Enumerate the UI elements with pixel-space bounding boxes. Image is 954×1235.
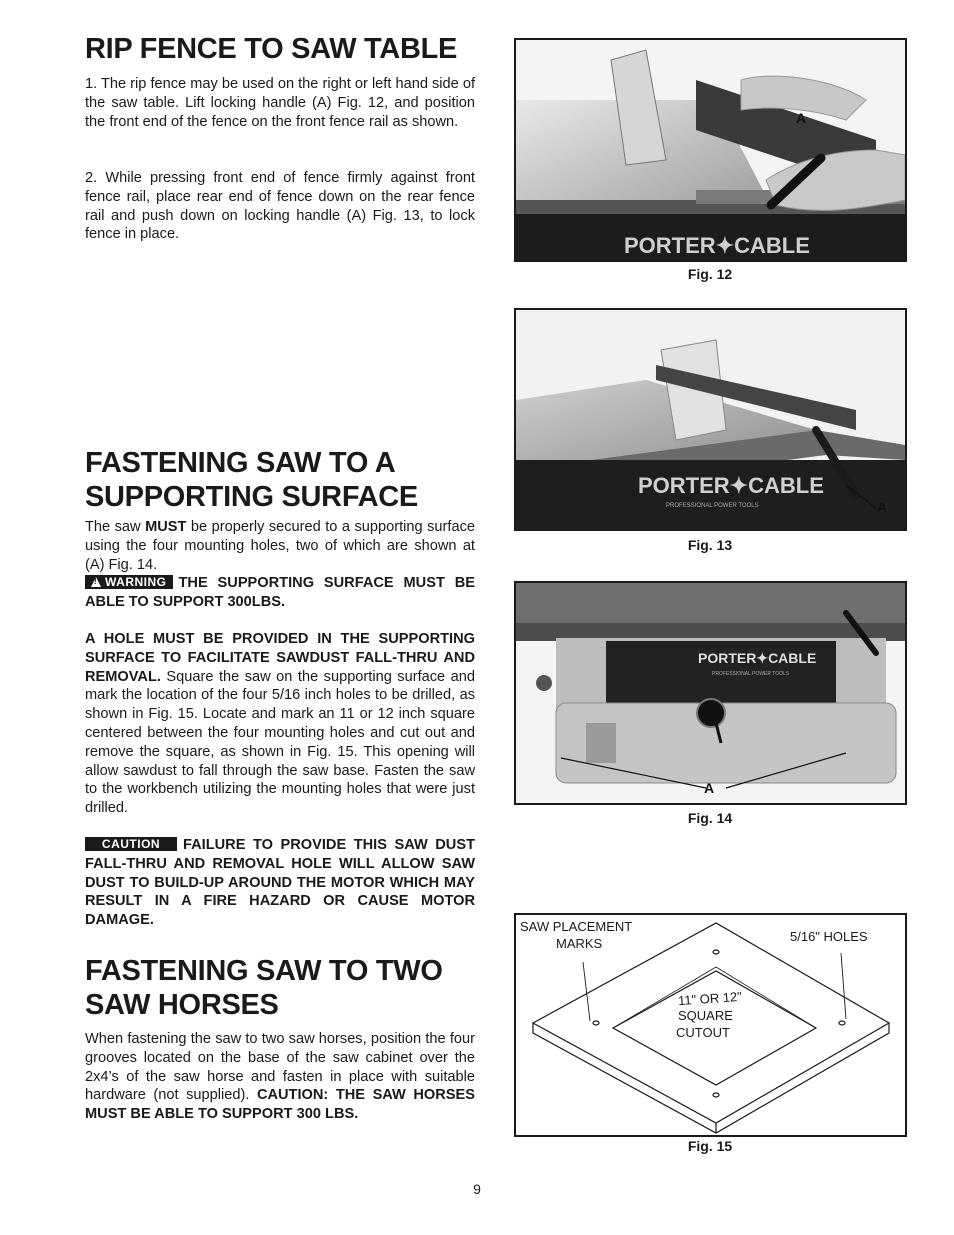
title-line-2: SUPPORTING SURFACE — [85, 481, 418, 513]
warning-badge — [85, 575, 173, 589]
title-line-2: SAW HORSES — [85, 989, 279, 1021]
fig12-callout-a: A — [796, 110, 807, 126]
fig12-brand: PORTER✦CABLE — [624, 233, 810, 258]
fastening-intro — [85, 518, 475, 574]
warning-text: THE SUPPORTING SURFACE MUST BE ABLE TO SUPPORT 300LBS. — [85, 575, 475, 610]
fig14-illustration — [516, 583, 905, 803]
intro-must: MUST — [145, 519, 187, 535]
title-line-1: FASTENING SAW TO A — [85, 447, 396, 479]
page-number: 9 — [473, 1181, 481, 1197]
fig13-callout-a: A — [877, 499, 888, 515]
figure-12-photo — [514, 38, 907, 262]
title-line-1: FASTENING SAW TO TWO — [85, 955, 443, 987]
warning-paragraph — [85, 574, 475, 612]
warning-triangle-icon — [91, 577, 101, 587]
figure-15-caption: Fig. 15 — [687, 1138, 733, 1154]
figure-13-caption: Fig. 13 — [687, 537, 733, 553]
saw-horses-text: When fastening the saw to two saw horses, position the four grooves located on the base of the saw cabinet over the 2x4’s of the saw horse and fasten in place with suitable hardware (not supplied). — [85, 1031, 475, 1104]
caution-badge: CAUTION — [85, 837, 177, 851]
fig15-label-cutout-2: SQUARE — [678, 1008, 733, 1023]
caution-paragraph — [85, 836, 475, 930]
fig15-label-holes: 5/16" HOLES — [790, 929, 868, 944]
section-title-rip-fence: RIP FENCE TO SAW TABLE — [85, 33, 458, 65]
hole-bold-text: A HOLE MUST BE PROVIDED IN THE SUPPORTING SURFACE TO FACILITATE SAWDUST FALL-THRU AND REMOVAL. — [85, 631, 475, 685]
figure-12-caption: Fig. 12 — [687, 266, 733, 282]
fig14-sub-brand: PROFESSIONAL POWER TOOLS — [712, 671, 790, 677]
fig13-brand: PORTER✦CABLE — [638, 473, 824, 498]
section-title-saw-horses — [85, 954, 443, 1022]
caution-text: FAILURE TO PROVIDE THIS SAW DUST FALL-THRU AND REMOVAL HOLE WILL ALLOW SAW DUST TO BUILD-UP AROUND THE MOTOR WHICH MAY RESULT IN A FIRE HAZARD OR CAUSE MOTOR DAMAGE. — [85, 837, 475, 929]
saw-horses-paragraph — [85, 1030, 475, 1124]
rip-fence-step-2: 2. While pressing front end of fence firmly against front fence rail, place rear end of fence down on the rear fence rail and push down on locking handle (A) Fig. 13, to lock fence in place. — [85, 170, 475, 243]
hole-text: Square the saw on the supporting surface and mark the location of the four 5/16 inch holes to be drilled, as shown in Fig. 15. Locate and mark an 11 or 12 inch square centered between the four mounting holes and cut out and remove the square, as shown in Fig. 15. This opening will allow sawdust to fall through the saw base. Fasten the saw to the workbench utilizing the mounting holes that were just drilled. — [85, 668, 475, 817]
fig13-sub-brand: PROFESSIONAL POWER TOOLS — [666, 503, 759, 509]
figure-15-diagram — [514, 913, 907, 1137]
fig15-label-marks-1: SAW PLACEMENT — [520, 919, 633, 934]
rip-fence-step-1: 1. The rip fence may be used on the right or left hand side of the saw table. Lift locking handle (A) Fig. 12, and position the front end of the fence on the front fence rail as shown. — [85, 76, 475, 130]
intro-text-a: The saw — [85, 519, 146, 535]
fig14-callout-a: A — [704, 780, 715, 796]
fig14-brand: PORTER✦CABLE — [698, 650, 817, 666]
section-title-fastening-surface — [85, 446, 418, 514]
fig15-label-marks-2: MARKS — [556, 936, 603, 951]
warning-badge-label: WARNING — [105, 575, 167, 589]
fig15-label-cutout-1: 11" OR 12" — [677, 988, 743, 1009]
figure-14-photo — [514, 581, 907, 805]
fig13-illustration — [516, 310, 905, 529]
figure-14-caption: Fig. 14 — [687, 810, 733, 826]
fig12-illustration — [516, 40, 905, 260]
intro-text-b: be properly secured to a supporting surface using the four mounting holes, two of which are shown at (A) Fig. 14. — [85, 519, 475, 573]
fig15-label-cutout-3: CUTOUT — [676, 1025, 730, 1040]
saw-horses-bold: CAUTION: THE SAW HORSES MUST BE ABLE TO SUPPORT 300 LBS. — [85, 1087, 475, 1123]
figure-13-photo — [514, 308, 907, 531]
hole-paragraph — [85, 630, 475, 818]
